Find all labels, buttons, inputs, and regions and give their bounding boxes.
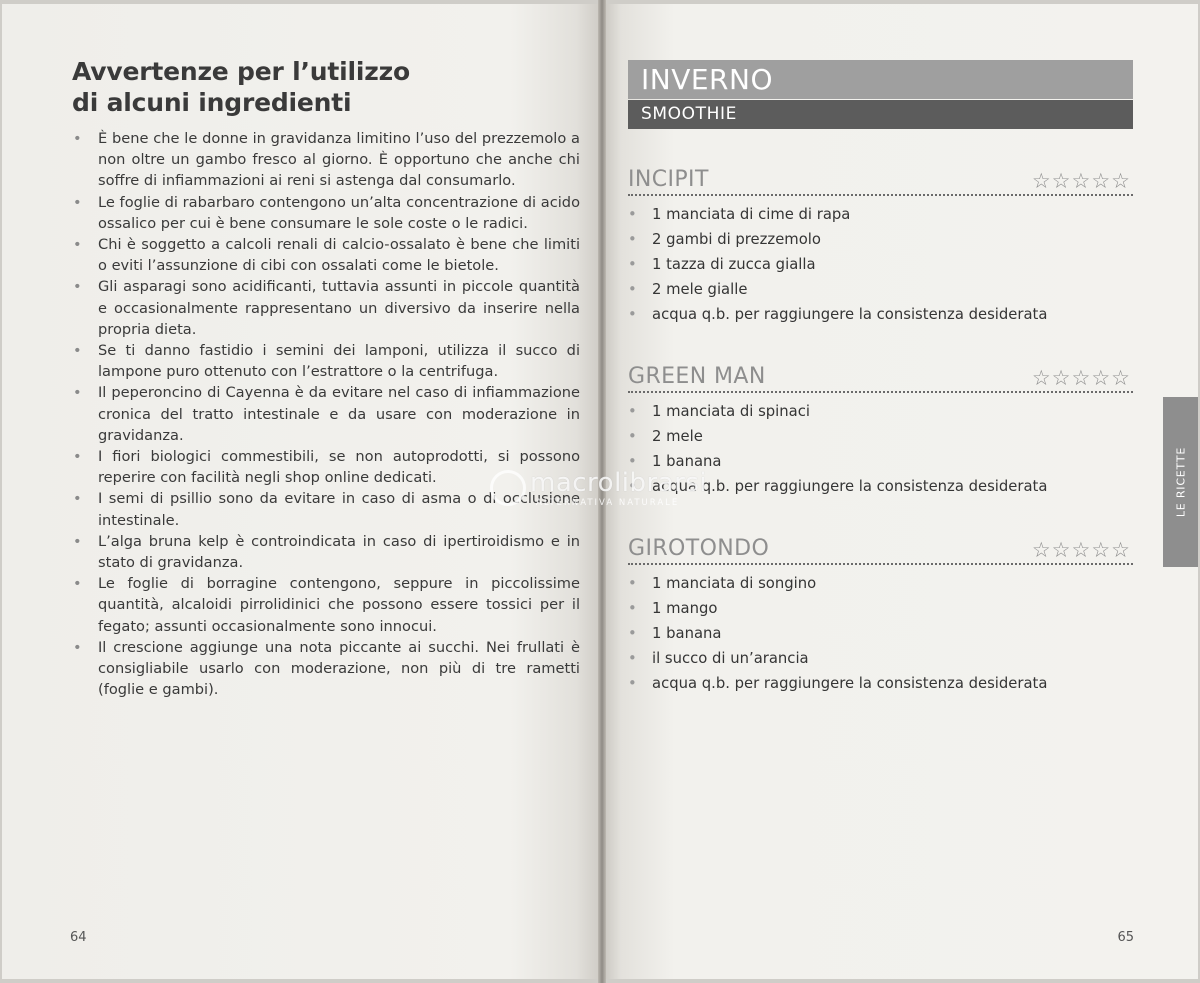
- recipe-green-man: [628, 361, 1133, 499]
- warning-item: • Il crescione aggiunge una nota piccante ai succhi. Nei frullati è consigliabile usarlo con moderazione, non più di tre rametti (foglie e gambi).: [72, 637, 580, 701]
- ingredient-item: • 1 manciata di spinaci: [628, 399, 1133, 424]
- rating-stars-icon: ☆☆☆☆☆: [1031, 538, 1131, 562]
- warnings-title-line-1: Avvertenze per l’utilizzo: [72, 57, 410, 86]
- ingredient-list: [628, 202, 1133, 327]
- ingredient-item: • 1 manciata di cime di rapa: [628, 202, 1133, 227]
- right-page: [603, 4, 1198, 979]
- warning-item: • Gli asparagi sono acidificanti, tuttavia assunti in piccole quantità e occasionalmente rappresentano un diversivo da inserire nella propria dieta.: [72, 276, 580, 340]
- watermark-tagline: ALTERNATIVA NATURALE: [536, 498, 680, 508]
- warning-item: • Se ti danno fastidio i semini dei lamponi, utilizza il succo di lampone puro ottenuto con l’estrattore o la centrifuga.: [72, 340, 580, 382]
- recipe-title: GREEN MAN: [628, 364, 766, 389]
- warning-item: • L’alga bruna kelp è controindicata in caso di ipertiroidismo e in stato di gravidanza.: [72, 531, 580, 573]
- ingredient-item: • il succo di un’arancia: [628, 646, 1133, 671]
- watermark-name: macrolibrarsi: [530, 468, 708, 498]
- ingredient-item: • acqua q.b. per raggiungere la consistenza desiderata: [628, 671, 1133, 696]
- warning-item: • È bene che le donne in gravidanza limitino l’uso del prezzemolo a non oltre un gambo fresco al giorno. È opportuno che anche chi soffre di infiammazioni ai reni si astenga dal consumarlo.: [72, 128, 580, 192]
- recipe-header: [628, 164, 1133, 196]
- warnings-list: [72, 128, 580, 700]
- recipe-header: [628, 361, 1133, 393]
- rating-stars-icon: ☆☆☆☆☆: [1031, 366, 1131, 390]
- ingredient-item: • acqua q.b. per raggiungere la consistenza desiderata: [628, 302, 1133, 327]
- season-heading: INVERNO: [628, 60, 1133, 99]
- ingredient-item: • 1 mango: [628, 596, 1133, 621]
- category-heading: SMOOTHIE: [628, 100, 1133, 129]
- warning-item: • Le foglie di borragine contengono, seppure in piccolissime quantità, alcaloidi pirrolidinici che possono essere tossici per il fegato; assunti occasionalmente sono innocui.: [72, 573, 580, 637]
- left-page: [2, 4, 600, 979]
- warnings-title: [72, 56, 552, 118]
- recipe-title: GIROTONDO: [628, 536, 770, 561]
- ingredient-item: • 2 gambi di prezzemolo: [628, 227, 1133, 252]
- warnings-title-line-2: di alcuni ingredienti: [72, 88, 352, 117]
- ingredient-item: • 1 tazza di zucca gialla: [628, 252, 1133, 277]
- ingredient-list: [628, 399, 1133, 499]
- warning-item: • I semi di psillio sono da evitare in caso di asma o di occlusione intestinale.: [72, 488, 580, 530]
- recipe-header: [628, 533, 1133, 565]
- ingredient-item: • 2 mele gialle: [628, 277, 1133, 302]
- recipe-incipit: [628, 164, 1133, 327]
- warning-item: • Chi è soggetto a calcoli renali di calcio-ossalato è bene che limiti o eviti l’assunzione di cibi con ossalati come le bietole.: [72, 234, 580, 276]
- ingredient-item: • acqua q.b. per raggiungere la consistenza desiderata: [628, 474, 1133, 499]
- warning-item: • Il peperoncino di Cayenna è da evitare nel caso di infiammazione cronica del tratto intestinale e da usare con moderazione in gravidanza.: [72, 382, 580, 446]
- book-gutter: [598, 0, 606, 983]
- ingredient-item: • 1 banana: [628, 621, 1133, 646]
- page-number-left: 64: [70, 930, 87, 945]
- recipe-title: INCIPIT: [628, 167, 709, 192]
- ingredient-list: [628, 571, 1133, 696]
- section-side-tab: [1163, 397, 1198, 567]
- warning-item: • Le foglie di rabarbaro contengono un’alta concentrazione di acido ossalico per cui è bene consumare le sole coste o le radici.: [72, 192, 580, 234]
- ingredient-item: • 1 manciata di songino: [628, 571, 1133, 596]
- page-number-right: 65: [1117, 930, 1134, 945]
- side-tab-label: LE RICETTE: [1174, 446, 1187, 518]
- ingredient-item: • 1 banana: [628, 449, 1133, 474]
- warning-item: • I fiori biologici commestibili, se non autoprodotti, si possono reperire con facilità negli shop online dedicati.: [72, 446, 580, 488]
- recipe-girotondo: [628, 533, 1133, 696]
- rating-stars-icon: ☆☆☆☆☆: [1031, 169, 1131, 193]
- ingredient-item: • 2 mele: [628, 424, 1133, 449]
